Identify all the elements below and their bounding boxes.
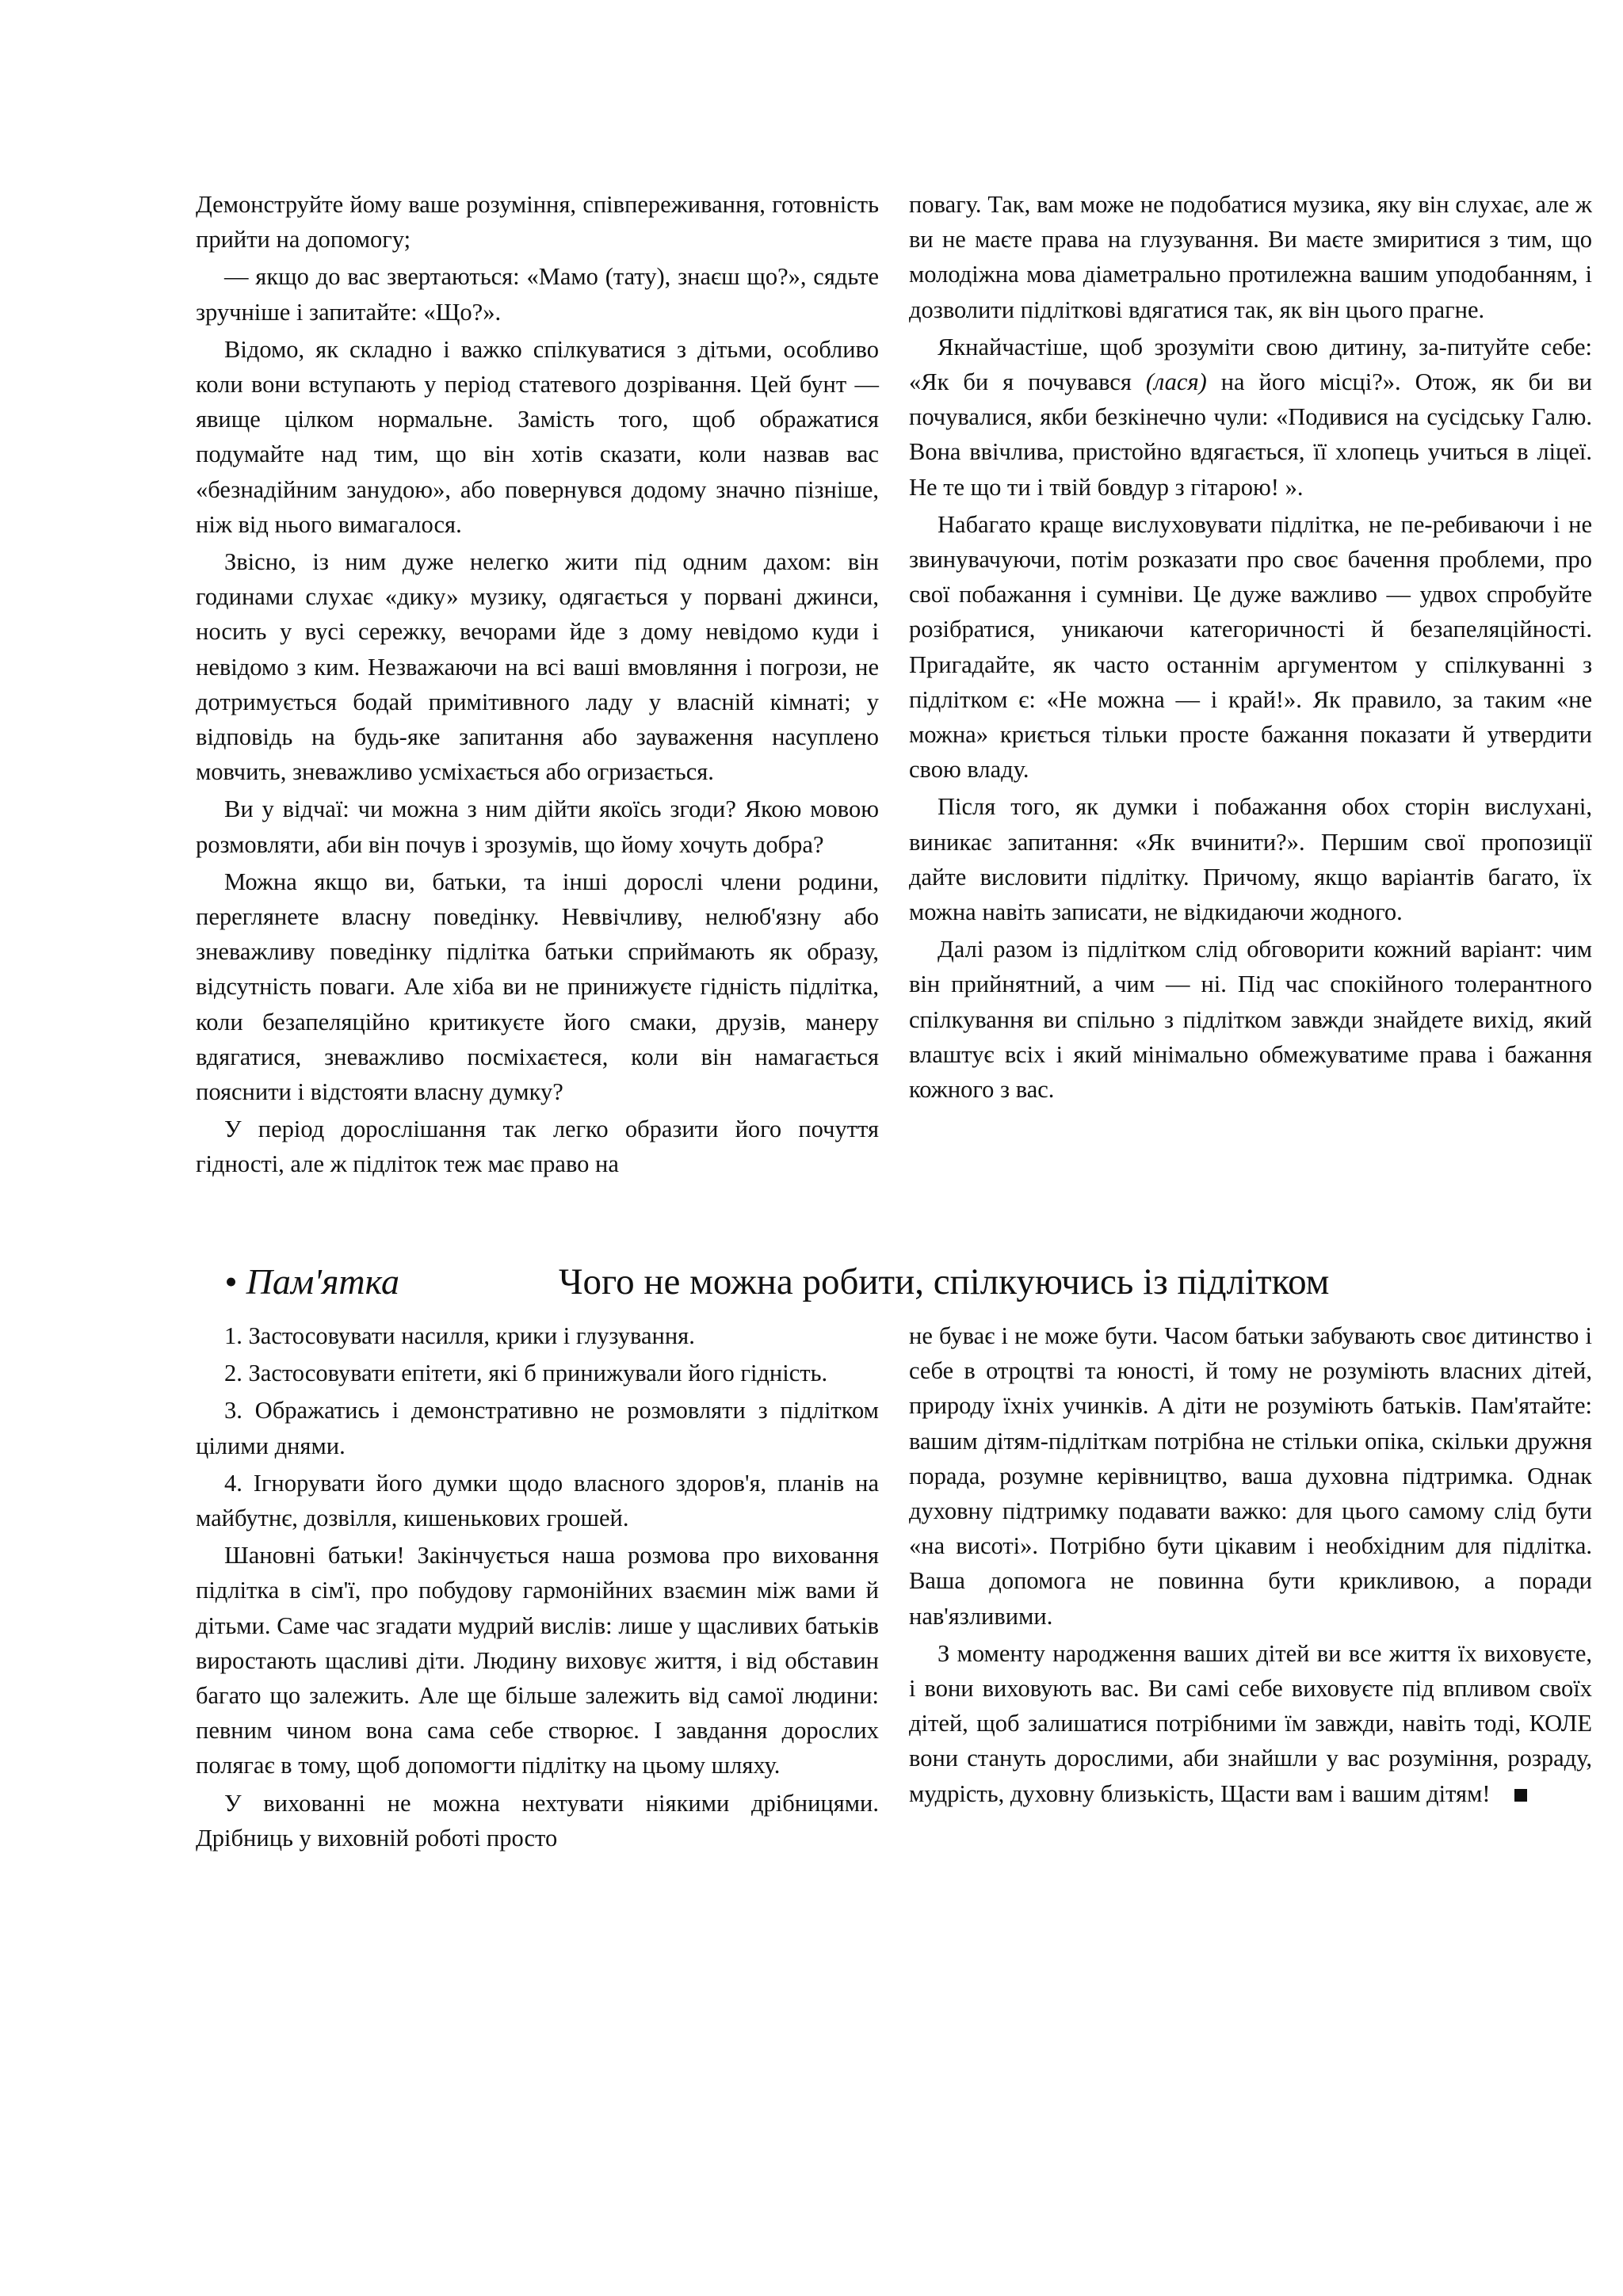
paragraph: — якщо до вас звертаються: «Мамо (тату), знаєш що?», сядьте зручніше і запитайте: «Що?». (196, 263, 879, 326)
paragraph: Звісно, із ним дуже нелегко жити під одним дахом: він годинами слухає «дику» музику, одягається у порвані джинси, носить у вусі сережку, вечорами йде з дому невідомо куди і невідомо з ким. Незважаючи на всі ваші вмовляння і погрози, не дотримується бодай примітивного ладу у власній кімнаті; у відповідь на будь-яке запитання або зауваження насуплено мовчить, зневажливо усміхається або огризається. (196, 548, 879, 786)
paragraph (909, 1636, 1592, 1811)
paragraph: не буває і не може бути. Часом батьки забувають своє дитинство і себе в отроцтві та юності, й тому не розуміють власних дітей, природу їхніх учинків. А діти не розуміють батьків. Пам'ятайте: вашим дітям-підліткам потрібна не стільки опіка, скільки дружня порада, розумне керівництво, ваша духовна підтримка. Однак духовну підтримку подавати важко: для цього самому слід бути «на висоті». Потрібно бути цікавим і необхідним для підлітка. Ваша допомога не повинна бути крикливою, а поради нав'язливими. (909, 1322, 1592, 1630)
column-top-left (196, 187, 879, 1184)
small-caps-text: КОЛЕ (1529, 1710, 1592, 1737)
column-top-right (909, 187, 1592, 1109)
end-square-icon (1514, 1789, 1527, 1802)
section-heading (224, 1258, 1571, 1306)
list-item: 3. Ображатись і демонстративно не розмовляти з підлітком цілими днями. (196, 1397, 879, 1459)
text-run: вони стануть дорослими, аби знайшли у вас розуміння, розраду, мудрість, духовну близькість, Щасти вам і вашим дітям! (909, 1745, 1592, 1807)
italic-text: (лася) (1145, 368, 1207, 396)
text-run: Якнайчастіше, щоб зрозуміти свою дитину, за-питуйте себе: «Як би я почувався (909, 333, 1592, 396)
paragraph: У період дорослішання так легко образити його почуття гідності, але ж підліток теж має право на (196, 1116, 879, 1178)
paragraph: Набагато краще вислуховувати підлітка, не пе-ребиваючи і не звинувачуючи, потім розказати про своє бачення проблеми, про свої побажання і сумніви. Це дуже важливо — удвох спробуйте розібратися, уникаючи категоричності й безапеляційності. Пригадайте, як часто останнім аргументом у спілкуванні з підлітком є: «Не можна — і край!». Як правило, за таким «не можна» криється тільки просте бажання показати й утвердити свою владу. (909, 510, 1592, 784)
paragraph (909, 330, 1592, 505)
memo-label: • Пам'ятка (224, 1261, 399, 1302)
paragraph: Після того, як думки і побажання обох сторін вислухані, виникає запитання: «Як вчинити?». Першим свої пропозиції дайте висловити підлітку. Причому, якщо варіантів багато, їх можна навіть записати, не відкидаючи жодного. (909, 793, 1592, 926)
section-title: Чого не можна робити, спілкуючись із підлітком (559, 1261, 1330, 1302)
text-run: на його місці?». Отож, як би ви почувалися, якби безкінечно чули: «Подивися на сусідську Галю. Вона ввічлива, пристойно вдягається, її хлопець учиться в ліцеї. Не те що ти і твій бовдур з гітарою! ». (909, 368, 1592, 501)
paragraph: Демонструйте йому ваше розуміння, співпереживання, готовність прийти на допомогу; (196, 191, 879, 254)
list-item: 1. Застосовувати насилля, крики і глузування. (224, 1322, 695, 1349)
text-run: З моменту народження ваших дітей ви все життя їх виховуєте, і вони виховують вас. Ви самі себе виховуєте під впливом своїх дітей, щоб залишатися потрібними їм завжди, навіть тоді, (909, 1639, 1592, 1737)
column-bottom-right (909, 1318, 1592, 1814)
paragraph: У вихованні не можна нехтувати ніякими дрібницями. Дрібниць у виховній роботі просто (196, 1789, 879, 1852)
list-item: 2. Застосовувати епітети, які б принижували його гідність. (224, 1360, 828, 1387)
paragraph: повагу. Так, вам може не подобатися музика, яку він слухає, але ж ви не маєте права на глузування. Ви маєте змиритися з тим, що молодіжна мова діаметрально протилежна вашим уподобанням, і дозволити підліткові вдягатися так, як він цього прагне. (909, 191, 1592, 323)
paragraph: Шановні батьки! Закінчується наша розмова про виховання підлітка в сім'ї, про побудову гармонійних взаємин між вами й дітьми. Саме час згадати мудрий вислів: лише у щасливих батьків виростають щасливі діти. Людину виховує життя, і від обставин багато що залежить. Але ще більше залежить від самої людини: певним чином вона сама себе створює. І завдання дорослих полягає в тому, щоб допомогти підлітку на цьому шляху. (196, 1542, 879, 1779)
paragraph: Далі разом із підлітком слід обговорити кожний варіант: чим він прийнятний, а чим — ні. Під час спокійного толерантного спілкування ви спільно з підлітком завжди знайдете вихід, який влаштує всіх і який мінімально обмежуватиме права і бажання кожного з вас. (909, 936, 1592, 1104)
paragraph: Відомо, як складно і важко спілкуватися з дітьми, особливо коли вони вступають у період статевого дозрівання. Цей бунт — явище цілком нормальне. Замість того, щоб ображатися подумайте над тим, що він хотів сказати, коли назвав вас «безнадійним занудою», або повернувся додому значно пізніше, ніж від нього вимагалося. (196, 335, 879, 538)
paragraph: Ви у відчаї: чи можна з ним дійти якоїсь згоди? Якою мовою розмовляти, аби він почув і зрозумів, що йому хочуть добра? (196, 795, 879, 858)
column-bottom-left (196, 1318, 879, 1858)
list-item: 4. Ігнорувати його думки щодо власного здоров'я, планів на майбутнє, дозвілля, кишенькових грошей. (196, 1469, 879, 1532)
paragraph: Можна якщо ви, батьки, та інші дорослі члени родини, переглянете власну поведінку. Неввічливу, нелюб'язну або зневажливу поведінку підлітка батьки сприймають як образу, відсутність поваги. Але хіба ви не принижуєте гідність підлітка, коли безапеляційно критикуєте його смаки, друзів, манеру вдягатися, зневажливо посміхаєтеся, коли він намагається пояснити і відстояти власну думку? (196, 868, 879, 1106)
